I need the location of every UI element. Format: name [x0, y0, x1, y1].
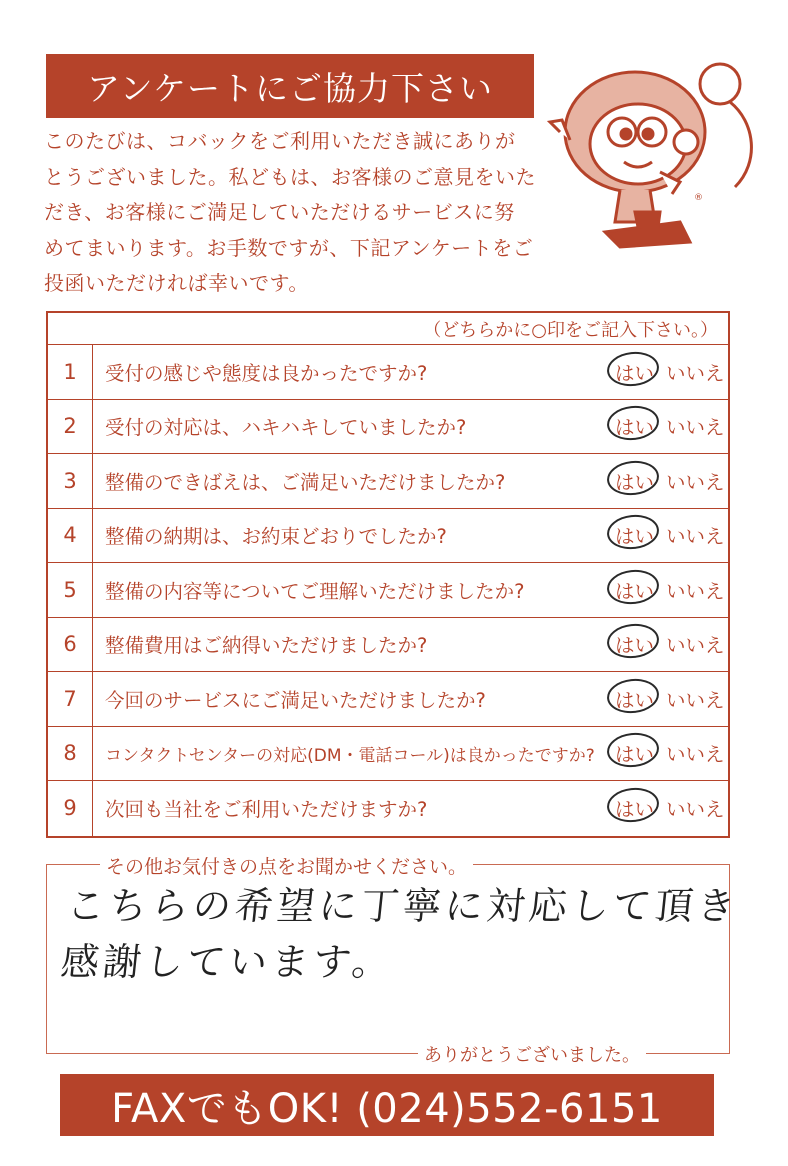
- yes-label: はい: [615, 688, 655, 712]
- answer-no-option[interactable]: いいえ: [666, 743, 725, 767]
- question-text: 今回のサービスにご満足いただけましたか?: [105, 688, 486, 712]
- question-text: 受付の対応は、ハキハキしていましたか?: [105, 416, 467, 440]
- question-row: [48, 618, 728, 673]
- question-text: 整備のできばえは、ご満足いただけましたか?: [105, 470, 506, 494]
- answer-yes-option[interactable]: [613, 410, 656, 442]
- survey-table: [46, 311, 730, 838]
- question-text: コンタクトセンターの対応(DM・電話コール)は良かったですか?: [105, 745, 595, 766]
- yes-label: はい: [615, 525, 655, 549]
- yes-label: はい: [615, 361, 655, 385]
- question-number: 8: [48, 727, 93, 781]
- question-number: 7: [48, 672, 93, 726]
- mascot-illustration: [540, 62, 772, 257]
- yes-label: はい: [615, 579, 655, 603]
- comment-label: その他お気付きの点をお聞かせください。: [100, 852, 473, 879]
- question-number: 4: [48, 509, 93, 563]
- question-row: [48, 781, 728, 836]
- question-row: [48, 672, 728, 727]
- answer-no-option[interactable]: いいえ: [666, 579, 725, 603]
- page-title: アンケートにご協力下さい: [46, 54, 534, 118]
- intro-line: だき、お客様にご満足していただけるサービスに努: [44, 200, 515, 224]
- handwritten-line: 感謝しています。: [58, 940, 397, 984]
- intro-line: 投函いただければ幸いです。: [44, 271, 309, 295]
- yes-label: はい: [615, 634, 655, 658]
- answer-no-option[interactable]: いいえ: [666, 798, 725, 822]
- question-row: [48, 563, 728, 618]
- answer-yes-option[interactable]: [613, 356, 656, 388]
- yes-label: はい: [615, 798, 655, 822]
- intro-line: このたびは、コバックをご利用いただき誠にありが: [44, 129, 516, 153]
- thank-you-text: ありがとうございました。: [418, 1041, 646, 1067]
- handwritten-line: こちらの希望に丁寧に対応して頂き: [64, 884, 742, 928]
- answer-options: [603, 781, 728, 836]
- answer-no-option[interactable]: いいえ: [666, 688, 725, 712]
- yes-label: はい: [615, 743, 655, 767]
- intro-line: めてまいります。お手数ですが、下記アンケートをご: [44, 235, 534, 260]
- question-row: [48, 345, 728, 400]
- question-row: [48, 454, 728, 509]
- question-number: 5: [48, 563, 93, 617]
- answer-yes-option[interactable]: [613, 628, 656, 660]
- answer-options: [603, 345, 728, 399]
- answer-no-option[interactable]: いいえ: [666, 416, 725, 440]
- yes-label: はい: [615, 470, 655, 494]
- intro-text: [44, 124, 544, 302]
- answer-options: [603, 618, 728, 672]
- question-row: [48, 400, 728, 455]
- fax-banner: FAXでもOK! (024)552-6151: [60, 1074, 714, 1136]
- answer-no-option[interactable]: いいえ: [666, 634, 725, 658]
- answer-no-option[interactable]: いいえ: [666, 525, 725, 549]
- answer-options: [603, 454, 728, 508]
- question-number: 2: [48, 400, 93, 454]
- handwritten-comment: [58, 878, 742, 990]
- answer-yes-option[interactable]: [613, 683, 656, 715]
- question-text: 次回も当社をご利用いただけますか?: [105, 798, 428, 822]
- answer-options: [603, 509, 728, 563]
- answer-options: [603, 400, 728, 454]
- answer-yes-option[interactable]: [613, 737, 656, 769]
- survey-instruction: （どちらかに○印をご記入下さい。）: [48, 313, 728, 345]
- question-row: [48, 727, 728, 782]
- question-number: 9: [48, 781, 93, 836]
- question-number: 6: [48, 618, 93, 672]
- answer-options: [603, 672, 728, 726]
- question-number: 1: [48, 345, 93, 399]
- yes-label: はい: [615, 416, 655, 440]
- answer-yes-option[interactable]: [613, 792, 656, 824]
- question-number: 3: [48, 454, 93, 508]
- intro-line: とうございました。私どもは、お客様のご意見をいた: [44, 164, 536, 189]
- answer-yes-option[interactable]: [613, 574, 656, 606]
- answer-yes-option[interactable]: [613, 465, 656, 497]
- question-text: 受付の感じや態度は良かったですか?: [105, 361, 428, 385]
- answer-yes-option[interactable]: [613, 519, 656, 551]
- question-text: 整備の納期は、お約束どおりでしたか?: [105, 525, 447, 549]
- trademark-mark: ®: [694, 193, 703, 203]
- question-text: 整備の内容等についてご理解いただけましたか?: [105, 579, 525, 603]
- answer-no-option[interactable]: いいえ: [666, 470, 725, 494]
- answer-options: [603, 727, 728, 781]
- question-text: 整備費用はご納得いただけましたか?: [105, 634, 428, 658]
- answer-no-option[interactable]: いいえ: [666, 361, 725, 385]
- answer-options: [603, 563, 728, 617]
- question-row: [48, 509, 728, 564]
